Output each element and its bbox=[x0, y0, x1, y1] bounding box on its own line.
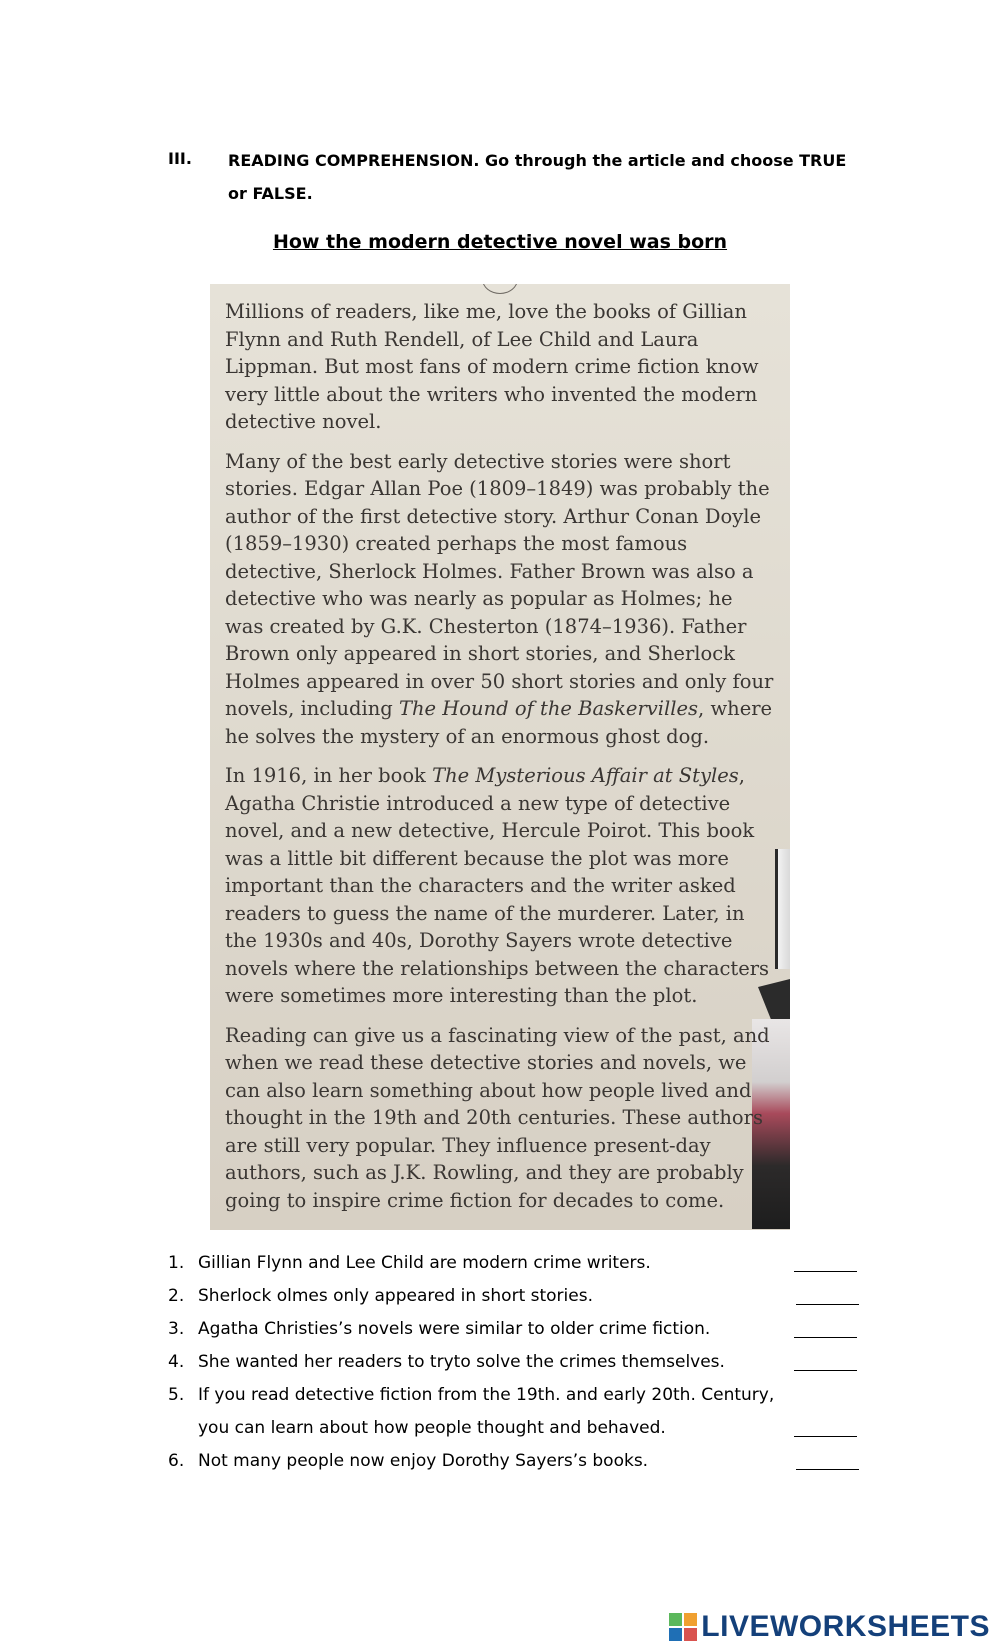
article-paragraph: Reading can give us a fascinating view of the past, and when we read these detective stories and novels, we can also learn something about how people lived and thought in the 19th and 20th centuries. These authors are still very popular. They influence present-day authors, such as J.K. Rowling, and they are probably going to inspire crime fiction for decades to come. bbox=[225, 1023, 770, 1212]
book-edge-decoration bbox=[775, 849, 790, 969]
article-text: Many of the best early detective stories were short stories. Edgar Allan Poe (1809–1849) was probably the author of the first detective story. Arthur Conan Doyle (1859–1930) created perhaps the most famous detective, Sherlock Holmes. Father Brown was also a detective who was nearly as popular as Holmes; he was created by G.K. Chesterton (1874–1936). Father Brown only appeared in short stories, and Sherlock Holmes appeared in over 50 short stories and only four novels, including bbox=[225, 449, 774, 720]
question-text: If you read detective fiction from the 19th. and early 20th. Century, bbox=[198, 1385, 775, 1405]
article-text: In 1916, in her book bbox=[225, 764, 426, 787]
footer-logo[interactable] bbox=[669, 1610, 990, 1644]
answer-blank[interactable] bbox=[794, 1253, 857, 1272]
question-text: Sherlock olmes only appeared in short stories. bbox=[198, 1286, 593, 1306]
article-image bbox=[210, 284, 790, 1230]
question-text: Agatha Christies’s novels were similar to older crime fiction. bbox=[198, 1319, 711, 1339]
article-paragraph bbox=[225, 762, 775, 1010]
question-number: 1. bbox=[168, 1253, 185, 1273]
book-title: The Mysterious Affair at Styles bbox=[432, 764, 739, 787]
question-text: you can learn about how people thought and behaved. bbox=[198, 1418, 666, 1438]
article-body bbox=[225, 298, 775, 1226]
page-fold-mark bbox=[482, 284, 518, 294]
question-number: 4. bbox=[168, 1352, 185, 1372]
question-text: Gillian Flynn and Lee Child are modern crime writers. bbox=[198, 1253, 651, 1273]
brand-name: LIVEWORKSHEETS bbox=[701, 1610, 990, 1643]
question-number: 2. bbox=[168, 1286, 185, 1306]
question-text: She wanted her readers to tryto solve the crimes themselves. bbox=[198, 1352, 725, 1372]
article-paragraph: Millions of readers, like me, love the books of Gillian Flynn and Ruth Rendell, of Lee Child and Laura Lippman. But most fans of modern crime fiction know very little about the writers who invented the modern detective novel. bbox=[225, 300, 759, 433]
question-number: 3. bbox=[168, 1319, 185, 1339]
section-instructions: READING COMPREHENSION. Go through the article and choose TRUE or FALSE. bbox=[228, 151, 847, 203]
book-title: The Hound of the Baskervilles bbox=[398, 697, 699, 720]
liveworksheets-logo-icon bbox=[669, 1613, 697, 1641]
article-text: , where he solves the mystery of an enormous ghost dog. bbox=[225, 697, 773, 748]
question-text: Not many people now enjoy Dorothy Sayers’s books. bbox=[198, 1451, 649, 1471]
article-text: , Agatha Christie introduced a new type of detective novel, and a new detective, Hercule Poirot. This book was a little bit different because the plot was more important than the characters and the writer asked readers to guess the name of the murderer. Later, in the 1930s and 40s, Dorothy Sayers wrote detective novels where the relationships between the characters were sometimes more interesting than the plot. bbox=[225, 764, 770, 1007]
answer-blank[interactable] bbox=[794, 1352, 857, 1371]
question-number: 5. bbox=[168, 1385, 185, 1405]
answer-blank[interactable] bbox=[794, 1319, 857, 1338]
question-number: 6. bbox=[168, 1451, 185, 1471]
section-number: III. bbox=[168, 149, 192, 168]
answer-blank[interactable] bbox=[796, 1286, 859, 1305]
answer-blank[interactable] bbox=[794, 1418, 857, 1437]
article-title: How the modern detective novel was born bbox=[272, 231, 728, 253]
article-paragraph bbox=[225, 448, 775, 751]
answer-blank[interactable] bbox=[796, 1451, 859, 1470]
